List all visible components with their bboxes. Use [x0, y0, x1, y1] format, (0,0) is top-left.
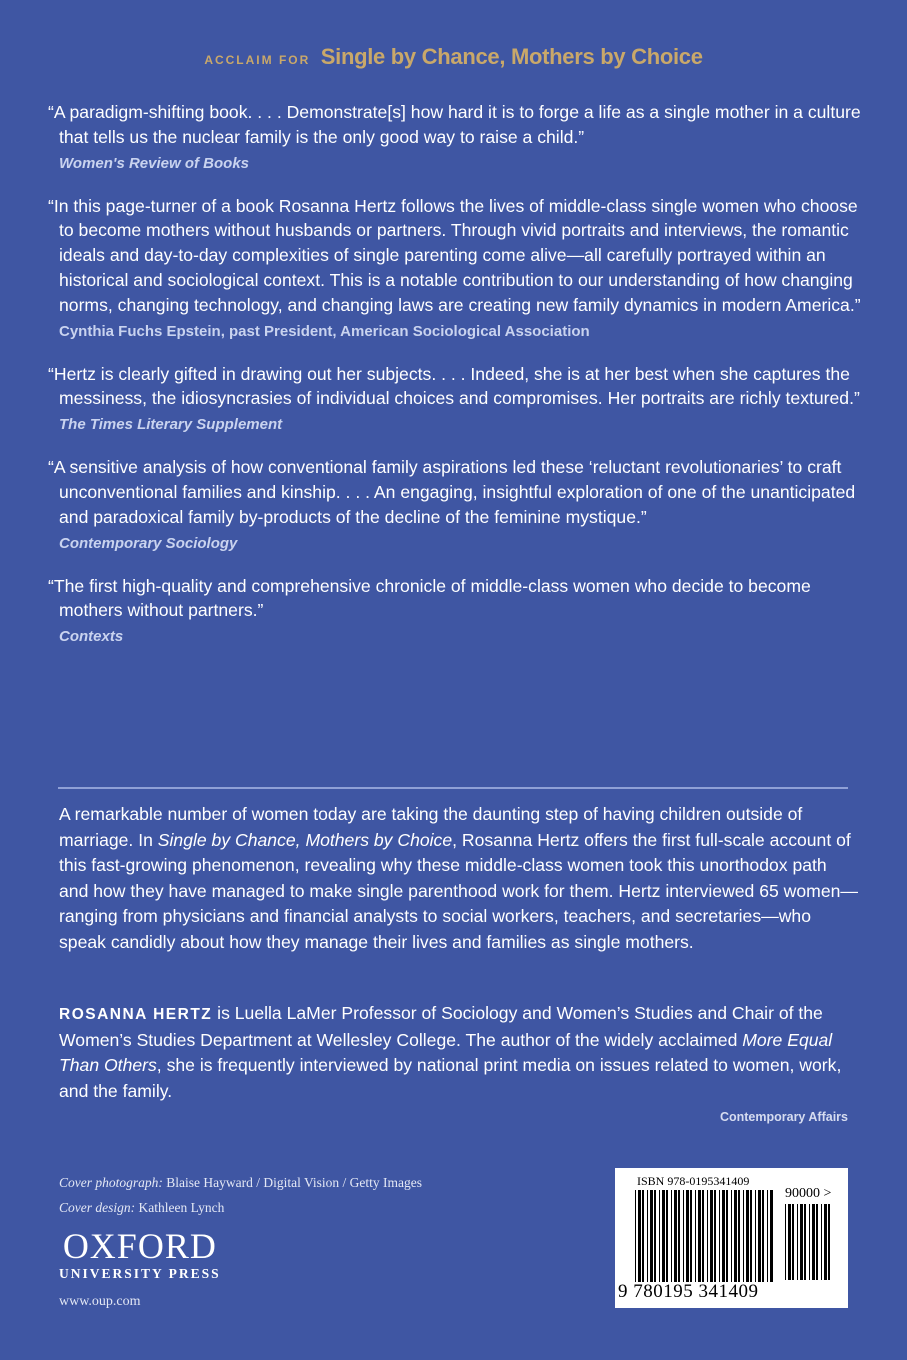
barcode-bar — [743, 1190, 744, 1282]
barcode-bar — [638, 1190, 641, 1282]
publisher-subname: UNIVERSITY PRESS — [59, 1266, 221, 1281]
quote-source: Contexts — [59, 628, 124, 646]
barcode-bar — [770, 1190, 773, 1282]
barcode-bar — [659, 1190, 660, 1282]
barcode-bar — [726, 1190, 728, 1282]
description-text: A remarkable number of women today are taking the daunting step of having children outside of marriage. In — [59, 804, 803, 850]
barcode-bar — [647, 1190, 648, 1282]
barcode-bar — [662, 1190, 665, 1282]
review-quote — [48, 100, 868, 172]
barcode-bar — [792, 1204, 794, 1280]
description-book-title: Single by Chance, Mothers by Choice — [157, 829, 453, 850]
barcode-bar — [734, 1190, 737, 1282]
review-quote — [48, 574, 868, 646]
barcode-bar — [746, 1190, 749, 1282]
design-credit-value: Kathleen Lynch — [135, 1200, 225, 1215]
category-label: Contemporary Affairs — [719, 1110, 848, 1124]
publisher-logo — [59, 1226, 221, 1282]
photo-credit-label: Cover photograph: — [59, 1175, 163, 1190]
barcode-bar — [762, 1190, 764, 1282]
barcode-bar — [686, 1190, 689, 1282]
barcode-bar — [797, 1204, 798, 1280]
barcode-bar — [824, 1204, 827, 1280]
barcode-bar — [738, 1190, 740, 1282]
barcode-bar — [755, 1190, 756, 1282]
barcode-bar — [690, 1190, 692, 1282]
barcode-bar — [722, 1190, 725, 1282]
section-divider — [58, 787, 848, 789]
author-bio — [59, 1001, 859, 1104]
quote-text: “A sensitive analysis of how conventional family aspirations led these ‘reluctant revolutionaries’ to craft unconventional families and kinship. . . . An engaging, insightful exploration of one of the unanticipated and paradoxical family by-products of the decline of the feminine mystique.” — [48, 457, 856, 527]
barcode-bar — [635, 1190, 636, 1282]
barcode-bar — [714, 1190, 716, 1282]
isbn-barcode — [615, 1168, 848, 1308]
barcode-bar — [695, 1190, 696, 1282]
barcode-bar — [654, 1190, 656, 1282]
barcode-bar — [828, 1204, 830, 1280]
barcode-bar — [674, 1190, 677, 1282]
barcode-bar — [816, 1204, 818, 1280]
barcode-bar — [671, 1190, 672, 1282]
photo-credit-value: Blaise Hayward / Digital Vision / Getty Images — [162, 1175, 423, 1190]
barcode-bar — [698, 1190, 701, 1282]
acclaim-book-title: Single by Chance, Mothers by Choice — [320, 44, 703, 69]
review-quote — [48, 194, 868, 340]
quote-text: “A paradigm-shifting book. . . . Demonstrate[s] how hard it is to forge a life as a single mother in a culture that tells us the nuclear family is the only good way to raise a child.” — [48, 102, 861, 147]
barcode-bar — [758, 1190, 761, 1282]
acclaim-heading — [0, 44, 907, 70]
review-quote — [48, 455, 868, 551]
review-quote — [48, 362, 868, 434]
barcode-bar — [767, 1190, 768, 1282]
acclaim-kicker: ACCLAIM FOR — [204, 53, 311, 67]
barcode-number: 9 780195 341409 — [618, 1281, 759, 1302]
design-credit-label: Cover design: — [59, 1200, 136, 1215]
bio-text: is Luella LaMer Professor of Sociology and Women’s Studies and Chair of the Women’s Studies Department at Wellesley College. The author of the widely acclaimed — [59, 1003, 823, 1050]
quote-text: “The first high-quality and comprehensive chronicle of middle-class women who decide to become mothers without partners.” — [48, 575, 811, 621]
publisher-name: OXFORD — [62, 1226, 217, 1266]
publisher-website: www.oup.com — [59, 1294, 141, 1309]
barcode-bar — [707, 1190, 708, 1282]
barcode-bar — [683, 1190, 684, 1282]
quote-text: “Hertz is clearly gifted in drawing out her subjects. . . . Indeed, she is at her best when she captures the messiness, the idiosyncrasies of individual choices and compromises. Her portraits are richly textured.” — [48, 363, 860, 409]
barcode-bar — [719, 1190, 720, 1282]
barcode-bar — [788, 1204, 791, 1280]
barcode-bar — [650, 1190, 653, 1282]
isbn-label: ISBN 978-0195341409 — [637, 1174, 750, 1188]
barcode-bar — [812, 1204, 815, 1280]
barcode-bar — [809, 1204, 810, 1280]
book-description — [59, 802, 859, 956]
barcode-bar — [642, 1190, 644, 1282]
review-quotes — [48, 100, 868, 667]
cover-credits — [59, 1170, 422, 1220]
quote-source: Contemporary Sociology — [59, 534, 238, 552]
barcode-bar — [710, 1190, 713, 1282]
barcode-bar — [666, 1190, 668, 1282]
barcode-bar — [821, 1204, 822, 1280]
barcode-bar — [678, 1190, 680, 1282]
design-credit — [59, 1195, 422, 1220]
quote-source: Women's Review of Books — [59, 154, 249, 172]
price-code: 90000 > — [785, 1186, 832, 1201]
quote-text: “In this page-turner of a book Rosanna Hertz follows the lives of middle-class single women who choose to become mothers without husbands or partners. Through vivid portraits and interviews, the romantic ideals and day-to-day complexities of single parenting come alive—all carefully portrayed within an historical and sociological context. This is a notable contribution to our understanding of how changing norms, changing technology, and changing laws are creating new family dynamics in modern America.” — [48, 195, 861, 315]
barcode-bar — [702, 1190, 704, 1282]
barcode-bar — [804, 1204, 806, 1280]
quote-source: Cynthia Fuchs Epstein, past President, American Sociological Association — [59, 322, 590, 340]
bio-book-title: More Equal Than Others — [59, 1029, 833, 1076]
barcode-bar — [785, 1204, 786, 1280]
barcode-bar — [731, 1190, 732, 1282]
quote-source: The Times Literary Supplement — [59, 416, 283, 434]
author-name: ROSANNA HERTZ — [59, 1006, 213, 1023]
barcode-bar — [750, 1190, 752, 1282]
bio-text: , she is frequently interviewed by national print media on issues related to women, work, and the family. — [59, 1055, 842, 1101]
description-text: , Rosanna Hertz offers the first full-scale account of this fast-growing phenomenon, revealing why these middle-class women took this unorthodox path and how they have managed to make single parenthood work for them. Hertz interviewed 65 women—ranging from physicians and financial analysts to social workers, teachers, and secretaries—who speak candidly about how they manage their lives and families as single mothers. — [59, 829, 858, 952]
barcode-bar — [800, 1204, 803, 1280]
photo-credit — [59, 1170, 422, 1195]
